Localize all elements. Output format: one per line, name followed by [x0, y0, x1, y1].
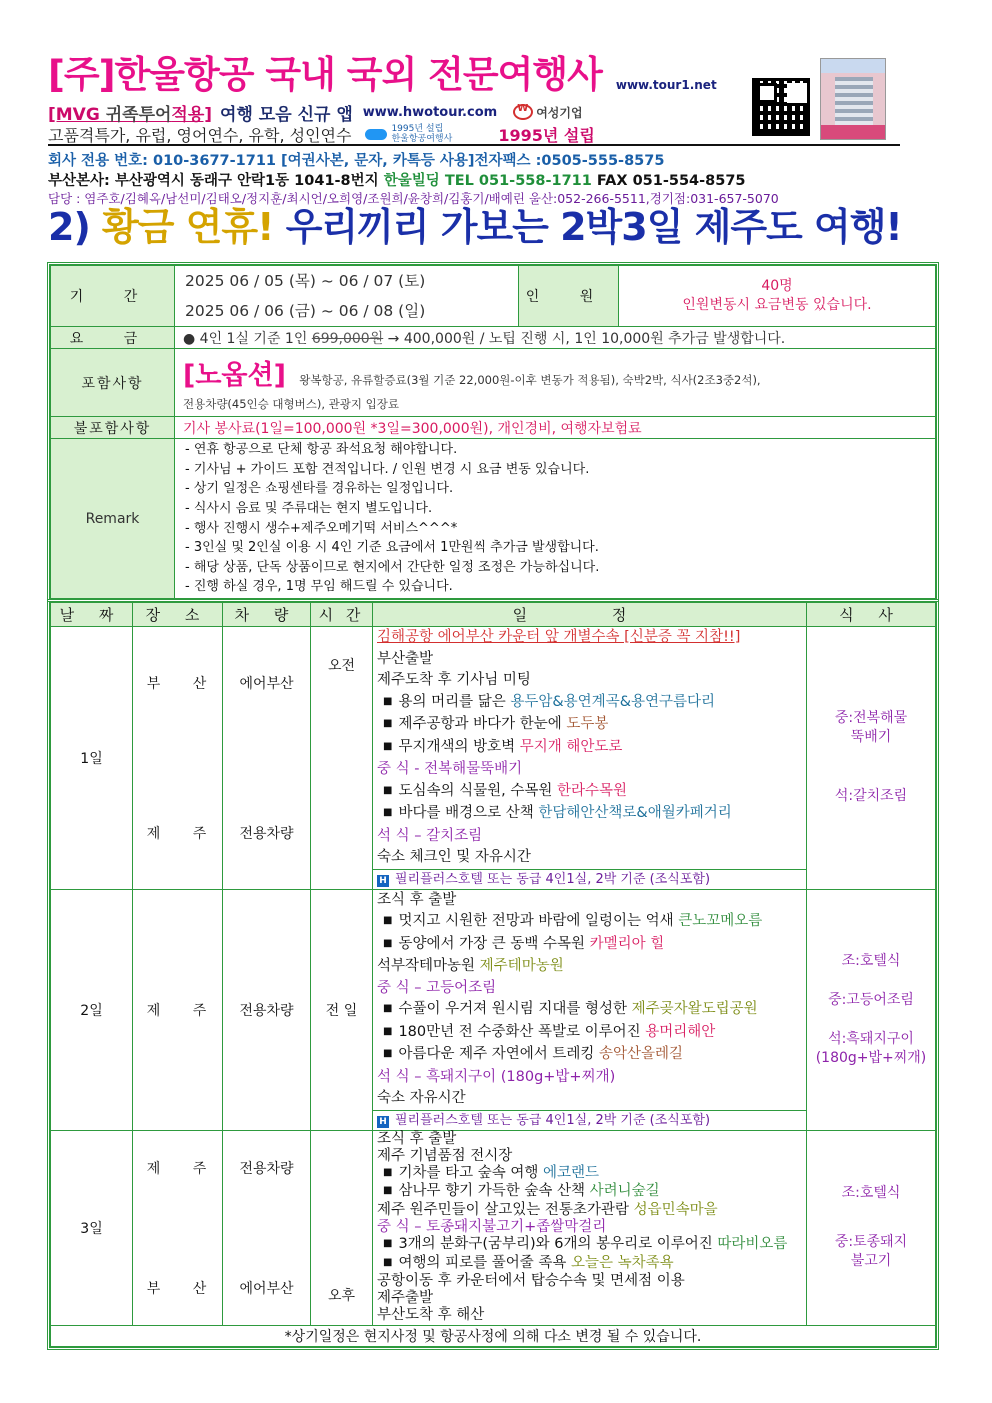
excluded-text: 기사 봉사료(1일=100,000원 *3일=300,000원), 개인경비, 여행자보험료 [175, 417, 936, 439]
app-text: 여행 모음 신규 앱 [220, 104, 353, 125]
itinerary-item [373, 911, 806, 934]
services-text: 고품격특가, 유럽, 영어연수, 유학, 성인연수 [48, 125, 352, 145]
item-highlight: 용두암&용연계곡&용연구름다리 [510, 693, 716, 710]
remark-item: - 상기 일정은 쇼핑센타를 경유하는 일정입니다. [185, 481, 454, 497]
item-text: 제주 원주민들이 살고있는 전통초가관람 [377, 1201, 634, 1218]
place-top: 부 산 [146, 675, 221, 692]
remark-list [175, 439, 936, 599]
itinerary-meal: 중 식 – 토종돼지불고기+좁쌀막걸리 [377, 1218, 607, 1235]
meal-lunch: 중:고등어조림 [828, 991, 914, 1008]
hanul-logo [365, 124, 452, 144]
included-line-2: 전용차량(45인승 대형버스), 관광지 입장료 [183, 397, 399, 411]
item-text: 동양에서 가장 큰 동백 수목원 [398, 935, 590, 952]
header [48, 52, 948, 207]
vehicle-top: 전용차량 [239, 1160, 294, 1177]
hotel-note [373, 1110, 806, 1130]
people-info [619, 266, 936, 327]
item-text: 기차를 타고 숲속 여행 [398, 1165, 543, 1182]
day-row-1 [51, 627, 936, 890]
item-highlight: 한담해안산책로&애월카페거리 [538, 805, 732, 821]
item-highlight: 무지개 해안도로 [519, 738, 623, 755]
item-text: 제주공항과 바다가 한눈에 [398, 716, 567, 732]
itinerary-item: 제주출발 [377, 1290, 434, 1307]
time-cell: 오전 [311, 627, 373, 890]
itinerary-item [373, 956, 806, 978]
itinerary-item [373, 1022, 806, 1045]
no-option-badge: [노옵션] [183, 360, 286, 391]
fax-number: FAX 051-554-8575 [596, 173, 746, 189]
meals-cell [807, 889, 936, 1130]
time-cell: 오후 [311, 1130, 373, 1325]
info-table [47, 262, 939, 602]
item-highlight: 큰노꼬메오름 [678, 913, 763, 929]
yeoseong-label: 여성기업 [536, 105, 583, 120]
established-year: 1995년 설립 [498, 125, 595, 145]
vehicle-bottom: 전용차량 [239, 825, 294, 842]
itinerary-item [373, 1202, 806, 1219]
vehicle-cell [223, 1130, 311, 1325]
period-dates [175, 266, 519, 327]
itinerary-item [373, 934, 806, 957]
item-highlight: 오늘은 녹차족욕 [570, 1254, 674, 1271]
item-highlight: 도두봉 [566, 716, 609, 732]
meals-cell [807, 627, 936, 890]
tel-number: TEL 051-558-1711 [444, 173, 592, 189]
remark-item: - 연휴 항공으로 단체 항공 좌석요청 해야합니다. [185, 442, 458, 458]
day-row-3 [51, 1130, 936, 1325]
item-text: 삼나무 향기 가득한 숲속 산책 [398, 1183, 590, 1200]
remark-item: - 해당 상품, 단독 상품이므로 현지에서 간단한 일정 조정은 가능하십니다. [185, 559, 600, 575]
women-business-icon [513, 104, 533, 120]
qr-code-icon[interactable] [752, 78, 810, 136]
time-cell: 전 일 [311, 889, 373, 1130]
building-photo [820, 58, 886, 140]
itinerary-cell [373, 889, 807, 1130]
day-row-2 [51, 889, 936, 1130]
item-highlight: 따라비오름 [717, 1236, 788, 1253]
col-header-place: 장 소 [133, 603, 223, 627]
place-cell [133, 1130, 223, 1325]
item-text: 180만년 전 수중화산 폭발로 이루어진 [398, 1023, 646, 1040]
itinerary-item [373, 1044, 806, 1067]
people-count: 40명 [761, 278, 793, 294]
item-text: 수풀이 우거져 원시림 지대를 형성한 [398, 1001, 632, 1017]
phone-line: 회사 전용 번호: 010-3677-1711 [여권사본, 문자, 카톡등 사용]전자팩스 :0505-555-8575 [48, 153, 665, 169]
item-highlight: 성읍민속마을 [633, 1201, 718, 1218]
included-line-1: 왕복항공, 유류할증료(3월 기준 22,000원-이후 변동가 적용됨), 숙박2박, 식사(2조3중2석), [299, 373, 761, 387]
item-text: 아름다운 제주 자연에서 트레킹 [398, 1046, 599, 1062]
website-link-hwotour[interactable]: www.hwotour.com [362, 104, 498, 120]
remark-item: - 진행 하실 경우, 1명 무임 해드릴 수 있습니다. [185, 579, 453, 595]
item-text: 3개의 분화구(굼부리)와 6개의 봉우리로 이루어진 [398, 1236, 718, 1253]
itinerary-item: 부산도착 후 해산 [377, 1307, 485, 1324]
itinerary-item [373, 781, 806, 804]
yeoseong-badge [513, 104, 582, 121]
meal-lunch-2: 뚝배기 [850, 729, 892, 746]
price-text [175, 327, 936, 349]
vehicle-cell: 전용차량 [223, 889, 311, 1130]
itinerary-meal: 석 식 – 갈치조림 [377, 827, 483, 844]
item-highlight: 제주테마농원 [479, 958, 564, 974]
title-highlight: 황금 연휴! [102, 205, 274, 249]
item-highlight: 에코랜드 [542, 1165, 599, 1182]
excluded-label: 불포함사항 [51, 417, 175, 439]
remark-item: - 기사님 + 가이드 포함 견적입니다. / 인원 변경 시 요금 변동 있습니다. [185, 461, 590, 477]
day-label: 2일 [51, 889, 133, 1130]
itinerary-cell [373, 627, 807, 890]
period-label: 기 간 [51, 266, 175, 327]
place-bottom: 제 주 [146, 825, 221, 842]
included-label: 포함사항 [51, 349, 175, 417]
itinerary-item [373, 1236, 806, 1254]
item-highlight: 사려니숲길 [589, 1183, 660, 1200]
meal-dinner: 석:흑돼지구이 [828, 1030, 914, 1047]
included-items [175, 349, 936, 417]
meal-dinner: 석:갈치조림 [834, 788, 908, 805]
period-option-1: 2025 06 / 05 (목) ~ 06 / 07 (토) [185, 272, 426, 290]
mvg-mid: 귀족투어 [105, 104, 172, 125]
item-highlight: 용머리해안 [645, 1023, 716, 1040]
itinerary-item: 숙소 체크인 및 자유시간 [377, 849, 531, 865]
mvg-prefix: [MVG [48, 104, 106, 125]
col-header-meals: 식 사 [807, 603, 936, 627]
item-text: 바다를 배경으로 산책 [398, 805, 539, 821]
hotel-text: 필리플러스호텔 또는 동급 4인1실, 2박 기준 (조식포함) [395, 1112, 711, 1128]
schedule-footnote: *상기일정은 현지사정 및 항공사정에 의해 다소 변경 될 수 있습니다. [51, 1325, 936, 1346]
itinerary-item: 공항이동 후 카운터에서 탑승수속 및 면세점 이용 [377, 1272, 685, 1289]
meal-lunch: 중:전복해물 [834, 710, 908, 727]
item-text: 석부작테마농원 [377, 958, 480, 974]
people-note: 인원변동시 요금변동 있습니다. [682, 297, 872, 313]
itinerary-meal: 중 식 - 전복해물뚝배기 [377, 761, 523, 777]
address-text: 부산본사: 부산광역시 동래구 안락1동 1041-8번지 [48, 173, 379, 189]
itinerary-item [373, 692, 806, 715]
place-bottom: 부 산 [146, 1280, 221, 1297]
remark-item: - 식사시 음료 및 주류대는 현지 별도입니다. [185, 500, 433, 516]
price-post: → 400,000원 / 노팁 진행 시, 1인 10,000원 추가금 발생합니다. [383, 330, 786, 347]
staff-line: 담당 : 염주호/김혜옥/남선미/김태오/정지훈/최시언/오희영/조원희/윤창희/김홍기/배예린 울산:052-266-5511,경기점:031-657-5070 [48, 191, 779, 206]
meal-lunch: 중:토종돼지 [834, 1234, 908, 1251]
itinerary-meal: 석 식 – 흑돼지구이 (180g+밥+찌개) [377, 1068, 616, 1085]
itinerary-item: 제주도착 후 기사님 미팅 [377, 672, 531, 688]
hanul-logo-bottom: 한울항공여행사 [391, 134, 453, 144]
item-highlight: 한라수목원 [556, 782, 628, 799]
place-top: 제 주 [146, 1160, 221, 1177]
itinerary-cell [373, 1130, 807, 1325]
building-name: 한울빌딩 [383, 173, 440, 189]
item-text: 무지개색의 방호벽 [398, 738, 520, 755]
place-cell: 제 주 [146, 1002, 221, 1019]
meals-cell [807, 1130, 936, 1325]
itinerary-item: 조식 후 출발 [377, 891, 457, 908]
remark-item: - 3인실 및 2인실 이용 시 4인 기준 요금에서 1만원씩 추가금 발생합니다. [185, 540, 599, 556]
itinerary-item [373, 1165, 806, 1183]
item-text: 용의 머리를 닮은 [398, 693, 511, 710]
period-option-2: 2025 06 / 06 (금) ~ 06 / 08 (일) [185, 302, 426, 320]
itinerary-item: 부산출발 [377, 650, 434, 667]
day-label: 3일 [51, 1130, 133, 1325]
hanul-logo-top: 1995년 설립 [391, 124, 444, 134]
itinerary-item: 제주 기념품점 전시장 [377, 1147, 513, 1164]
address-line [48, 169, 948, 189]
remark-item: - 행사 진행시 생수+제주오메기떡 서비스^^^* [185, 520, 458, 536]
schedule-table [47, 599, 939, 1350]
day-label: 1일 [51, 627, 133, 890]
website-link-tour1[interactable]: www.tour1.net [615, 78, 717, 92]
itinerary-item [373, 1183, 806, 1201]
page-title [48, 196, 902, 251]
vehicle-top: 에어부산 [239, 675, 294, 692]
remark-label: Remark [51, 439, 175, 599]
itinerary-item [373, 1255, 806, 1273]
mvg-tag [48, 100, 212, 125]
hotel-icon: H [377, 875, 389, 887]
itinerary-item [373, 999, 806, 1022]
place-cell [133, 627, 223, 890]
swoosh-icon [365, 129, 387, 140]
itinerary-item [373, 714, 806, 737]
hotel-note [373, 869, 806, 889]
itinerary-meal: 중 식 – 고등어조림 [377, 979, 497, 996]
title-number: 2) [48, 205, 90, 249]
people-label: 인 원 [519, 266, 619, 327]
meal-lunch-2: 불고기 [850, 1253, 892, 1270]
item-highlight: 송악산올레길 [598, 1046, 684, 1062]
itinerary-item [373, 737, 806, 760]
col-header-vehicle: 차 량 [223, 603, 311, 627]
meal-breakfast: 조:호텔식 [841, 952, 901, 969]
itinerary-item: 조식 후 출발 [377, 1130, 457, 1147]
vehicle-cell [223, 627, 311, 890]
item-text: 도심속의 식물원, 수목원 [398, 782, 557, 799]
hotel-text: 필리플러스호텔 또는 동급 4인1실, 2박 기준 (조식포함) [395, 871, 711, 887]
itinerary-item [373, 803, 806, 826]
item-highlight: 카멜리아 힐 [589, 935, 665, 952]
col-header-itinerary: 일 정 [373, 603, 807, 627]
company-name: [주]한울항공 국내 국외 전문여행사 [48, 53, 602, 96]
mvg-suffix: 적용] [171, 104, 213, 125]
price-pre: ● 4인 1실 기준 1인 [183, 330, 312, 347]
hotel-icon: H [377, 1116, 389, 1128]
meal-dinner-2: (180g+밥+찌개) [815, 1049, 927, 1066]
price-old: 699,000원 [311, 330, 384, 347]
item-text: 여행의 피로를 풀어줄 족욕 [398, 1254, 571, 1271]
itinerary-item: 숙소 자유시간 [377, 1090, 466, 1106]
price-label: 요 금 [51, 327, 175, 349]
col-header-date: 날 짜 [51, 603, 133, 627]
item-highlight: 제주곶자왈도립공원 [631, 1001, 758, 1017]
title-main: 우리끼리 가보는 2박3일 제주도 여행! [285, 205, 902, 249]
itinerary-item: 김해공항 에어부산 카운터 앞 개별수속 [신분증 꼭 지참!!] [377, 629, 741, 645]
vehicle-bottom: 에어부산 [239, 1280, 294, 1297]
item-text: 멋지고 시원한 전망과 바람에 일렁이는 억새 [398, 913, 679, 929]
meal-breakfast: 조:호텔식 [841, 1185, 901, 1202]
col-header-time: 시 간 [311, 603, 373, 627]
